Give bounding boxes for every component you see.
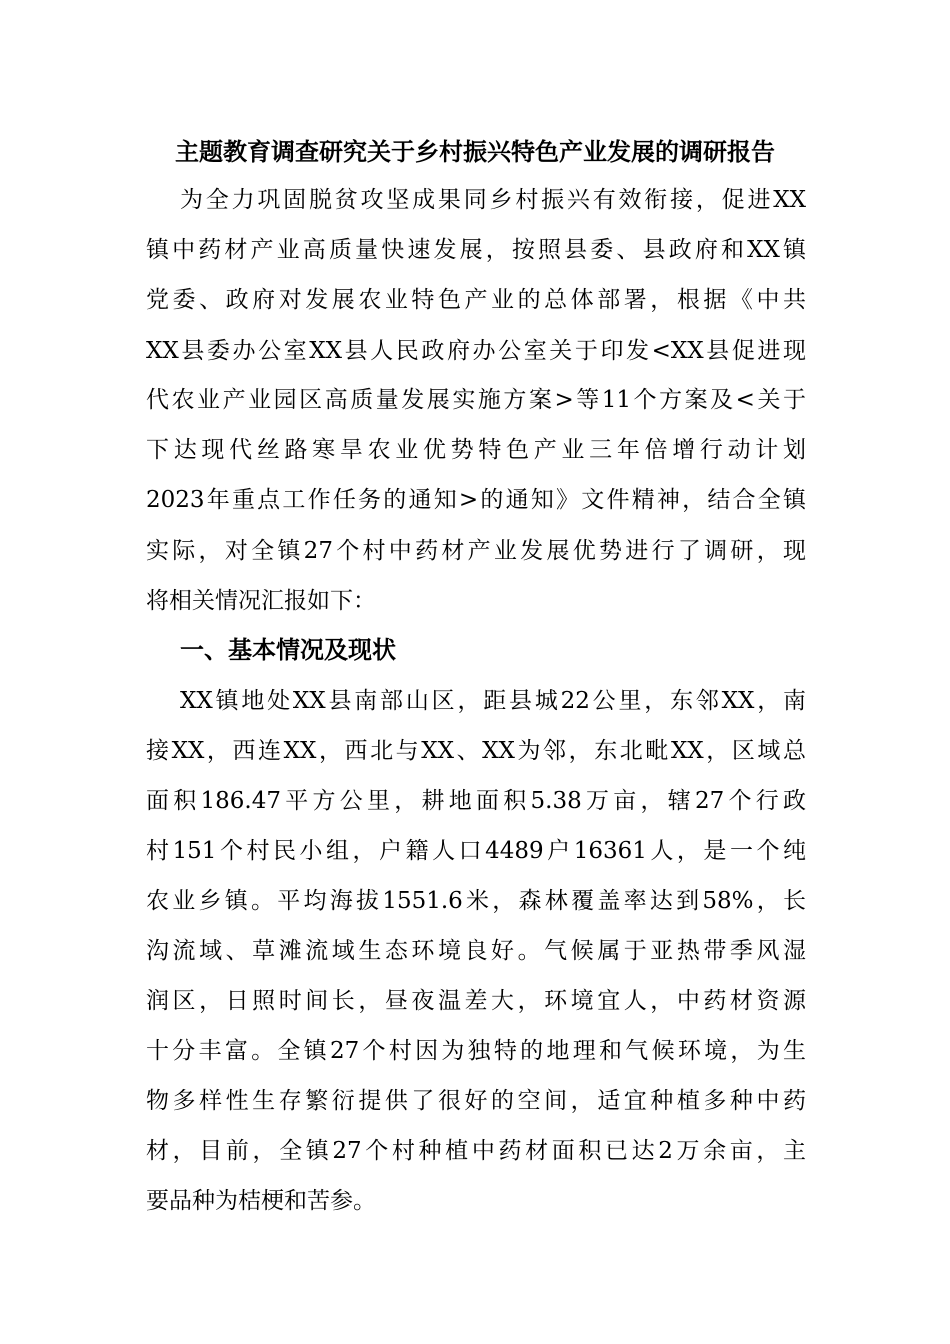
paragraph-line: 十分丰富。全镇27个村因为独特的地理和气候环境，为生 — [146, 1038, 806, 1064]
document-title: 主题教育调查研究关于乡村振兴特色产业发展的调研报告 — [175, 137, 775, 166]
paragraph-line: 实际，对全镇27个村中药材产业发展优势进行了调研，现 — [146, 538, 806, 564]
paragraph-line: 下达现代丝路寒旱农业优势特色产业三年倍增行动计划 — [146, 437, 806, 463]
paragraph-line: 沟流域、草滩流域生态环境良好。气候属于亚热带季风湿 — [146, 938, 806, 964]
paragraph-line: 面积186.47平方公里，耕地面积5.38万亩，辖27个行政 — [146, 788, 806, 814]
paragraph-line: 2023年重点工作任务的通知>的通知》文件精神，结合全镇 — [146, 487, 806, 513]
paragraph-line: 润区，日照时间长，昼夜温差大，环境宜人，中药材资源 — [146, 988, 806, 1014]
paragraph-line: 党委、政府对发展农业特色产业的总体部署，根据《中共 — [146, 287, 806, 313]
paragraph-line: XX县委办公室XX县人民政府办公室关于印发<XX县促进现 — [146, 338, 806, 364]
paragraph-line: 要品种为桔梗和苦参。 — [146, 1188, 376, 1214]
paragraph-line: 农业乡镇。平均海拔1551.6米，森林覆盖率达到58%，长 — [146, 888, 806, 914]
paragraph-line: 将相关情况汇报如下： — [146, 588, 376, 614]
paragraph-line: 接XX，西连XX，西北与XX、XX为邻，东北毗XX，区域总 — [146, 738, 806, 764]
paragraph-line: 代农业产业园区高质量发展实施方案>等11个方案及<关于 — [146, 387, 806, 413]
paragraph-line: 材，目前，全镇27个村种植中药材面积已达2万余亩，主 — [146, 1138, 806, 1164]
paragraph-line: 为全力巩固脱贫攻坚成果同乡村振兴有效衔接，促进XX — [180, 187, 806, 213]
paragraph-line: 村151个村民小组，户籍人口4489户16361人，是一个纯 — [146, 838, 806, 864]
paragraph-line: XX镇地处XX县南部山区，距县城22公里，东邻XX，南 — [180, 688, 806, 714]
section-heading: 一、基本情况及现状 — [180, 635, 396, 664]
paragraph-line: 镇中药材产业高质量快速发展，按照县委、县政府和XX镇 — [146, 237, 806, 263]
paragraph-line: 物多样性生存繁衍提供了很好的空间，适宜种植多种中药 — [146, 1088, 806, 1114]
